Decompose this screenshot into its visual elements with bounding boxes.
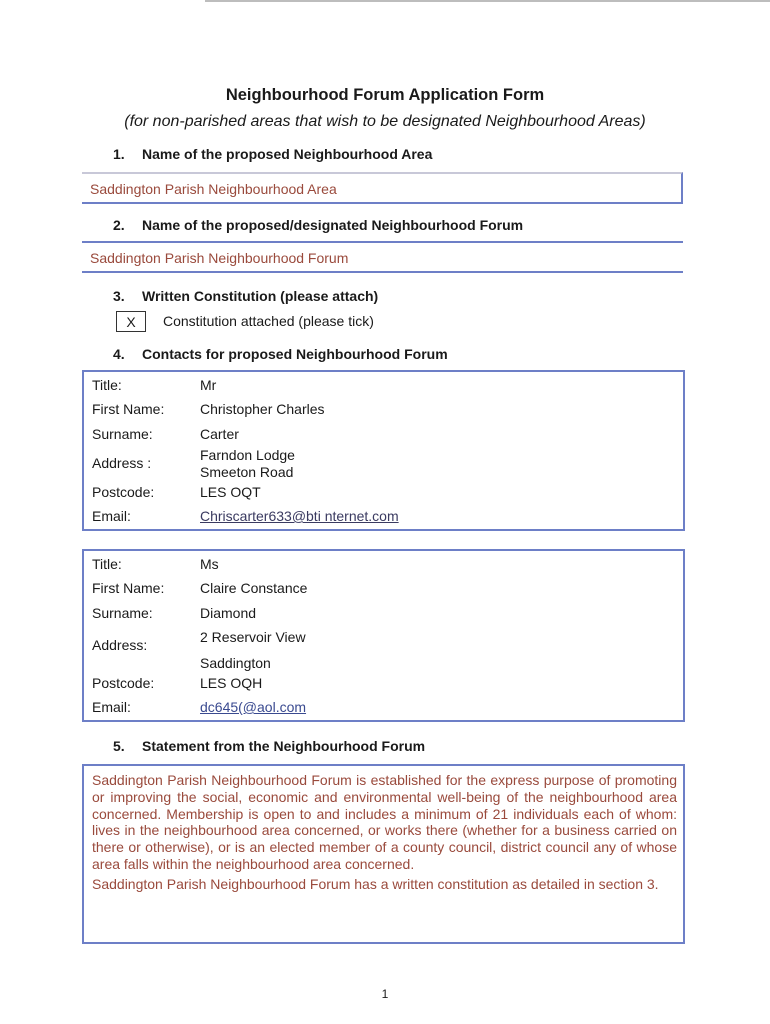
neighbourhood-area-field[interactable]: Saddington Parish Neighbourhood Area	[82, 172, 683, 204]
contact-2-postcode-label: Postcode:	[92, 675, 155, 691]
contact-1-table	[82, 370, 685, 531]
contact-2-postcode-value[interactable]: LES OQH	[200, 675, 263, 691]
statement-paragraph-1: Saddington Parish Neighbourhood Forum is established for the express purpose of promoting or improving the social, economic and environmental well-being of the neighbourhood area concerned. Membership is open to and includes a minimum of 21 individuals each of whom: lives in the neighbourhood area concerned, or works there (whether for a business carried on there or otherwise), or is an elected member of a county council, district council any of whose area falls within the neighbourhood area concerned.	[92, 772, 677, 872]
contact-1-surname-value[interactable]: Carter	[200, 426, 239, 442]
contact-2-surname-label: Surname:	[92, 605, 153, 621]
statement-paragraph-2: Saddington Parish Neighbourhood Forum has a written constitution as detailed in section 3.	[92, 875, 659, 892]
section-3-heading-text: Written Constitution (please attach)	[142, 288, 379, 304]
contact-2-address-label: Address:	[92, 637, 148, 653]
constitution-checkbox[interactable]: X	[116, 311, 146, 332]
section-5-number: 5.	[113, 738, 125, 754]
contact-1-address-line1[interactable]: Farndon Lodge	[200, 447, 295, 463]
section-1-heading-text: Name of the proposed Neighbourhood Area	[142, 146, 433, 162]
contact-1-first-name-label: First Name:	[92, 401, 165, 417]
contact-1-title-label: Title:	[92, 377, 122, 393]
section-4-number: 4.	[113, 346, 125, 362]
section-4-heading	[113, 346, 448, 362]
contact-2-first-name-value[interactable]: Claire Constance	[200, 580, 308, 596]
contact-2-address-line2[interactable]: Saddington	[200, 655, 271, 671]
contact-2-title-value[interactable]: Ms	[200, 556, 219, 572]
contact-1-first-name-value[interactable]: Christopher Charles	[200, 401, 325, 417]
section-3-number: 3.	[113, 288, 125, 304]
form-subtitle: (for non-parished areas that wish to be designated Neighbourhood Areas)	[124, 113, 646, 130]
section-2-number: 2.	[113, 217, 125, 233]
form-title: Neighbourhood Forum Application Form	[225, 86, 545, 104]
section-4-heading-text: Contacts for proposed Neighbourhood Forum	[142, 346, 448, 362]
contact-1-surname-label: Surname:	[92, 426, 153, 442]
contact-2-table	[82, 549, 685, 722]
section-1-heading	[113, 146, 432, 162]
section-2-heading	[113, 217, 523, 233]
contact-1-title-value[interactable]: Mr	[200, 377, 217, 393]
contact-2-title-label: Title:	[92, 556, 122, 572]
contact-1-address-label: Address :	[92, 455, 152, 471]
contact-2-email-link[interactable]: dc645(@aol.com	[200, 699, 307, 715]
contact-2-first-name-label: First Name:	[92, 580, 165, 596]
contact-2-address-line1[interactable]: 2 Reservoir View	[200, 629, 306, 645]
contact-1-address-line2[interactable]: Smeeton Road	[200, 464, 294, 480]
constitution-checkbox-label: Constitution attached (please tick)	[163, 313, 374, 329]
contact-1-email-label: Email:	[92, 508, 131, 524]
contact-1-email-link[interactable]: Chriscarter633@bti nternet.com	[200, 508, 399, 524]
section-5-heading-text: Statement from the Neighbourhood Forum	[142, 738, 426, 754]
section-2-heading-text: Name of the proposed/designated Neighbourhood Forum	[142, 217, 524, 233]
top-rule	[205, 0, 770, 2]
contact-1-postcode-value[interactable]: LES OQT	[200, 484, 261, 500]
contact-1-postcode-label: Postcode:	[92, 484, 155, 500]
section-5-heading	[113, 738, 425, 754]
contact-2-surname-value[interactable]: Diamond	[200, 605, 257, 621]
section-3-heading	[113, 288, 378, 304]
forum-statement-box[interactable]	[82, 764, 685, 944]
neighbourhood-forum-field[interactable]: Saddington Parish Neighbourhood Forum	[82, 241, 683, 273]
contact-2-email-label: Email:	[92, 699, 131, 715]
section-1-number: 1.	[113, 146, 125, 162]
page-number: 1	[381, 987, 389, 1001]
